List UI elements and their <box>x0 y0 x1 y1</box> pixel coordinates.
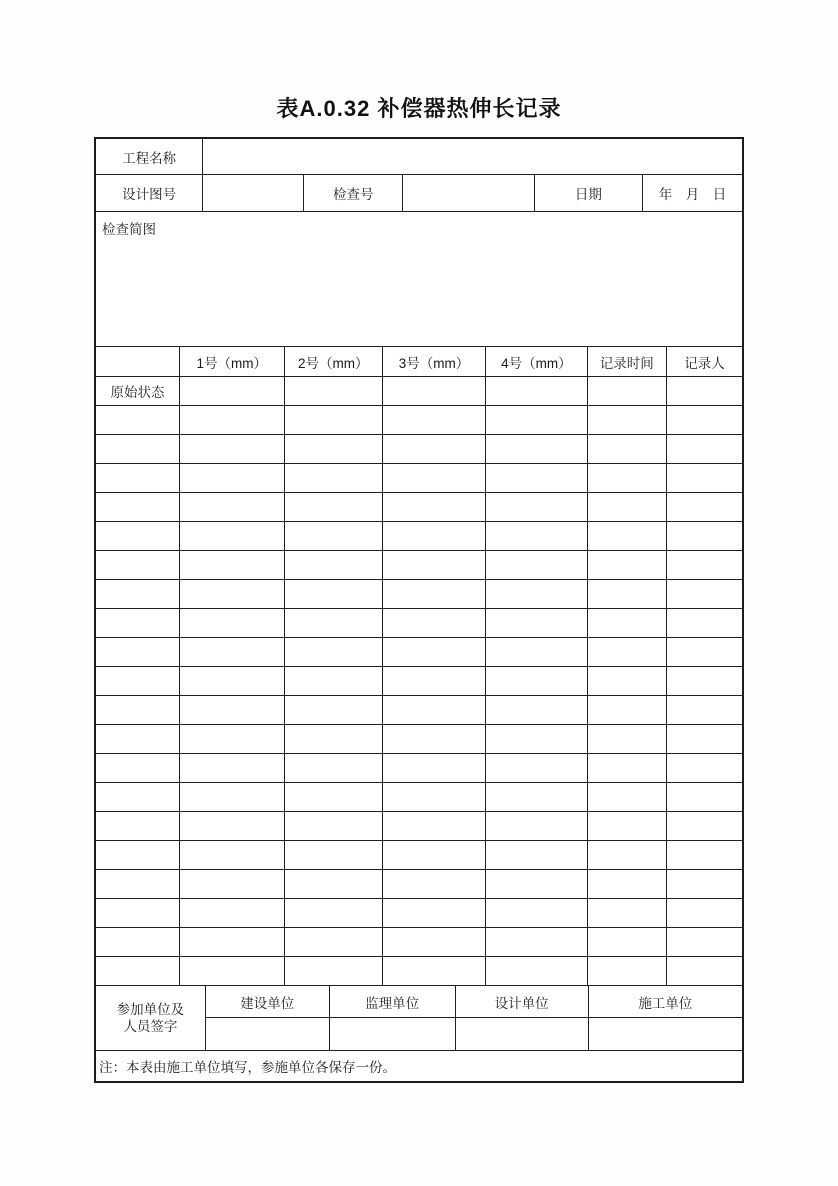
record-cell <box>588 812 667 840</box>
record-cell <box>285 899 383 927</box>
record-cell <box>285 812 383 840</box>
record-cell <box>285 870 383 898</box>
record-cell <box>96 899 180 927</box>
record-row <box>96 841 742 870</box>
record-cell <box>180 957 285 985</box>
record-cell <box>180 725 285 753</box>
record-cell <box>285 725 383 753</box>
record-cell <box>285 464 383 492</box>
record-cell <box>383 522 486 550</box>
record-cell <box>180 435 285 463</box>
signature-label-line2: 人员签字 <box>123 1019 178 1034</box>
record-cell <box>285 783 383 811</box>
signature-col-supervision <box>330 986 456 1050</box>
record-cell <box>285 928 383 956</box>
record-cell <box>667 377 742 405</box>
record-cell <box>486 435 587 463</box>
record-cell <box>667 667 742 695</box>
record-cell <box>667 580 742 608</box>
record-cell <box>180 783 285 811</box>
record-cell <box>486 899 587 927</box>
grid-header-no4: 4号（mm） <box>486 347 587 376</box>
check-no-label: 检查号 <box>304 175 403 211</box>
record-cell <box>96 638 180 666</box>
record-cell <box>180 696 285 724</box>
record-cell <box>383 667 486 695</box>
record-cell <box>486 783 587 811</box>
record-cell <box>588 406 667 434</box>
record-row <box>96 957 742 986</box>
record-cell <box>588 522 667 550</box>
record-cell <box>180 493 285 521</box>
record-cell <box>588 696 667 724</box>
record-cell <box>96 841 180 869</box>
record-cell <box>486 377 587 405</box>
unit-label: 建设单位 <box>206 986 329 1018</box>
record-cell <box>96 406 180 434</box>
record-cell <box>180 609 285 637</box>
record-cell <box>667 609 742 637</box>
record-cell <box>180 928 285 956</box>
record-cell <box>588 377 667 405</box>
record-cell <box>486 493 587 521</box>
record-cell <box>180 841 285 869</box>
record-cell <box>285 435 383 463</box>
record-cell <box>588 435 667 463</box>
record-row <box>96 696 742 725</box>
record-cell <box>285 580 383 608</box>
date-label: 日期 <box>535 175 644 211</box>
signature-label-line1: 参加单位及 <box>116 1002 185 1017</box>
record-cell <box>96 870 180 898</box>
record-cell <box>96 725 180 753</box>
inspection-sketch-area <box>96 212 742 347</box>
record-cell <box>96 928 180 956</box>
record-form-table <box>94 137 744 1083</box>
signature-col-contractor <box>589 986 742 1050</box>
record-cell <box>486 609 587 637</box>
project-name-value-cell <box>203 139 742 174</box>
record-cell <box>588 899 667 927</box>
record-row <box>96 899 742 928</box>
grid-header-no3: 3号（mm） <box>383 347 486 376</box>
record-cell <box>180 812 285 840</box>
signature-col-construction-owner <box>206 986 330 1050</box>
record-cell <box>96 957 180 985</box>
origin-state-label: 原始状态 <box>96 377 180 405</box>
record-cell <box>383 812 486 840</box>
record-row <box>96 812 742 841</box>
record-cell <box>285 609 383 637</box>
record-cell <box>588 725 667 753</box>
record-cell <box>180 754 285 782</box>
record-cell <box>486 754 587 782</box>
record-cell <box>96 783 180 811</box>
record-cell <box>667 899 742 927</box>
signature-label <box>96 986 206 1050</box>
record-cell <box>285 406 383 434</box>
record-cell <box>383 754 486 782</box>
record-cell <box>180 464 285 492</box>
record-cell <box>180 551 285 579</box>
record-rows <box>96 406 742 986</box>
record-cell <box>285 841 383 869</box>
record-cell <box>96 464 180 492</box>
record-cell <box>96 435 180 463</box>
signature-grid <box>206 986 742 1050</box>
record-cell <box>383 435 486 463</box>
check-no-value-cell <box>403 175 534 211</box>
record-cell <box>486 841 587 869</box>
date-value-cell: 年 月 日 <box>658 187 727 202</box>
record-cell <box>180 638 285 666</box>
record-cell <box>96 754 180 782</box>
signature-blank <box>330 1018 455 1050</box>
record-cell <box>383 957 486 985</box>
record-cell <box>667 928 742 956</box>
record-cell <box>588 493 667 521</box>
record-cell <box>486 667 587 695</box>
record-cell <box>667 435 742 463</box>
record-cell <box>383 841 486 869</box>
record-cell <box>180 377 285 405</box>
record-cell <box>588 841 667 869</box>
project-name-row <box>96 139 742 175</box>
record-cell <box>285 551 383 579</box>
record-cell <box>588 638 667 666</box>
record-cell <box>667 841 742 869</box>
record-row <box>96 609 742 638</box>
record-cell <box>588 870 667 898</box>
record-cell <box>180 667 285 695</box>
record-cell <box>588 957 667 985</box>
record-cell <box>383 493 486 521</box>
record-cell <box>383 609 486 637</box>
record-cell <box>285 957 383 985</box>
record-cell <box>383 928 486 956</box>
signature-blank <box>589 1018 742 1050</box>
record-row <box>96 493 742 522</box>
record-cell <box>285 638 383 666</box>
record-cell <box>667 551 742 579</box>
record-row <box>96 667 742 696</box>
record-row <box>96 406 742 435</box>
record-row <box>96 638 742 667</box>
record-cell <box>180 522 285 550</box>
signature-blank <box>206 1018 329 1050</box>
record-cell <box>667 406 742 434</box>
record-cell <box>96 609 180 637</box>
record-cell <box>588 667 667 695</box>
record-cell <box>383 899 486 927</box>
record-cell <box>486 696 587 724</box>
record-cell <box>96 812 180 840</box>
sketch-label: 检查简图 <box>102 222 156 237</box>
record-cell <box>383 580 486 608</box>
record-cell <box>486 464 587 492</box>
record-cell <box>588 464 667 492</box>
record-cell <box>667 696 742 724</box>
record-cell <box>285 667 383 695</box>
record-cell <box>486 928 587 956</box>
record-cell <box>285 696 383 724</box>
record-cell <box>180 406 285 434</box>
design-drawing-value-cell <box>203 175 304 211</box>
record-row <box>96 551 742 580</box>
record-cell <box>486 957 587 985</box>
record-cell <box>96 551 180 579</box>
record-cell <box>588 551 667 579</box>
grid-header-recorder: 记录人 <box>684 355 725 371</box>
record-cell <box>486 870 587 898</box>
record-cell <box>383 783 486 811</box>
record-cell <box>96 580 180 608</box>
record-cell <box>667 725 742 753</box>
record-cell <box>667 812 742 840</box>
record-cell <box>180 899 285 927</box>
record-cell <box>383 377 486 405</box>
unit-label: 监理单位 <box>330 986 455 1018</box>
project-name-label: 工程名称 <box>96 139 203 174</box>
record-cell <box>285 522 383 550</box>
record-cell <box>96 696 180 724</box>
record-cell <box>383 725 486 753</box>
record-row <box>96 435 742 464</box>
signature-col-design <box>456 986 589 1050</box>
record-cell <box>96 522 180 550</box>
record-cell <box>285 754 383 782</box>
record-row <box>96 754 742 783</box>
record-row <box>96 580 742 609</box>
record-cell <box>486 406 587 434</box>
record-cell <box>383 870 486 898</box>
record-cell <box>588 754 667 782</box>
record-cell <box>96 667 180 695</box>
grid-header-row <box>96 347 742 377</box>
record-cell <box>383 406 486 434</box>
record-row <box>96 928 742 957</box>
grid-header-record-time: 记录时间 <box>588 347 667 376</box>
signature-section <box>96 986 742 1051</box>
record-row <box>96 783 742 812</box>
record-cell <box>180 870 285 898</box>
record-cell <box>383 696 486 724</box>
record-cell <box>667 754 742 782</box>
record-row <box>96 870 742 899</box>
record-cell <box>588 928 667 956</box>
record-cell <box>486 522 587 550</box>
record-cell <box>486 580 587 608</box>
record-cell <box>486 638 587 666</box>
record-cell <box>667 957 742 985</box>
record-row <box>96 522 742 551</box>
record-cell <box>588 609 667 637</box>
note-row <box>96 1051 742 1081</box>
unit-label: 施工单位 <box>589 986 742 1018</box>
record-cell <box>667 522 742 550</box>
record-cell <box>486 725 587 753</box>
grid-header-blank <box>96 347 180 376</box>
record-cell <box>588 580 667 608</box>
record-cell <box>383 551 486 579</box>
record-cell <box>667 870 742 898</box>
record-cell <box>667 493 742 521</box>
record-cell <box>486 812 587 840</box>
grid-header-no2: 2号（mm） <box>285 347 383 376</box>
record-row <box>96 464 742 493</box>
record-cell <box>383 638 486 666</box>
signature-blank <box>456 1018 588 1050</box>
origin-state-row <box>96 377 742 406</box>
record-cell <box>180 580 285 608</box>
record-cell <box>285 493 383 521</box>
record-cell <box>96 493 180 521</box>
record-cell <box>667 638 742 666</box>
record-cell <box>486 551 587 579</box>
unit-label: 设计单位 <box>456 986 588 1018</box>
record-cell <box>285 377 383 405</box>
record-cell <box>667 464 742 492</box>
meta-row <box>96 175 742 212</box>
grid-header-no1: 1号（mm） <box>180 347 285 376</box>
record-cell <box>588 783 667 811</box>
record-cell <box>667 783 742 811</box>
page-title: 表A.0.32 补偿器热伸长记录 <box>276 96 562 121</box>
record-row <box>96 725 742 754</box>
design-drawing-label: 设计图号 <box>96 175 203 211</box>
note-text: 注：本表由施工单位填写，参施单位各保存一份。 <box>99 1060 396 1075</box>
record-cell <box>383 464 486 492</box>
